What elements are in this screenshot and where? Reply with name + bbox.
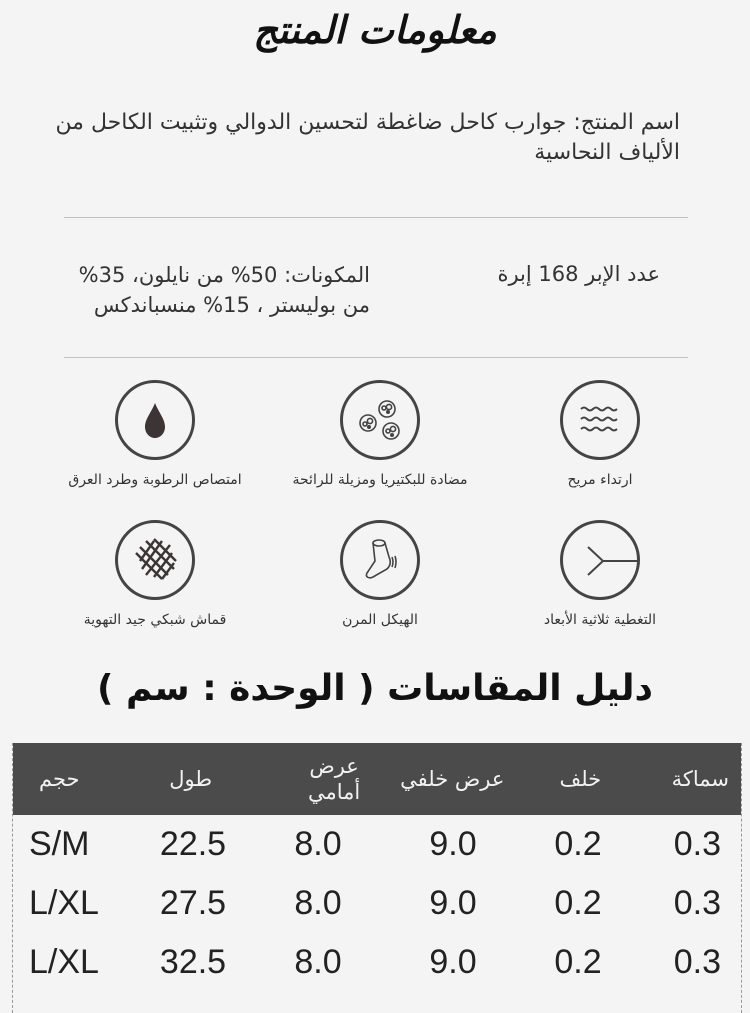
bacteria-icon: [340, 380, 420, 460]
table-header: [13, 743, 741, 815]
feature-breathable-mesh: قماش شبكي جيد التهوية: [35, 520, 275, 628]
size-guide-title: دليل المقاسات ( الوحدة : سم ): [97, 668, 653, 709]
feature-antibacterial: مضادة للبكتيريا ومزيلة للرائحة: [260, 380, 500, 488]
table-row: S/M 22.5 8.0 9.0 0.2 0.3: [29, 825, 721, 863]
product-name: اسم المنتج: جوارب كاحل ضاغطة لتحسين الدوالي وتثبيت الكاحل من الألياف النحاسية: [55, 110, 680, 165]
water-drop-icon: [115, 380, 195, 460]
column-header-front-width: عرض أمامي: [307, 754, 361, 804]
size-table: [12, 743, 742, 1013]
sock-icon: [340, 520, 420, 600]
column-header-back-width: عرض خلفي: [400, 767, 505, 791]
column-header-back: خلف: [559, 767, 602, 791]
page-title: معلومات المنتج: [253, 8, 497, 52]
column-header-thickness: سماكة: [671, 767, 730, 791]
needle-count: عدد الإبر 168 إبرة: [497, 262, 660, 286]
mesh-icon: [115, 520, 195, 600]
table-row: L/XL 27.5 8.0 9.0 0.2 0.3: [29, 884, 721, 922]
divider: [64, 217, 688, 218]
feature-flexible-structure: الهيكل المرن: [260, 520, 500, 628]
feature-comfortable-wear: ارتداء مريح: [480, 380, 720, 488]
divider: [64, 357, 688, 358]
column-header-size: حجم: [39, 767, 80, 791]
product-composition: المكونات: 50% من نايلون، 35% من بوليستر ، 15% منسباندكس: [78, 263, 370, 317]
table-row: L/XL 32.5 8.0 9.0 0.2 0.3: [29, 943, 721, 981]
feature-3d-coverage: التغطية ثلاثية الأبعاد: [480, 520, 720, 628]
column-header-length: طول: [169, 767, 213, 791]
feature-moisture-wicking: امتصاص الرطوبة وطرد العرق: [35, 380, 275, 488]
3d-coverage-icon: [560, 520, 640, 600]
waves-icon: [560, 380, 640, 460]
